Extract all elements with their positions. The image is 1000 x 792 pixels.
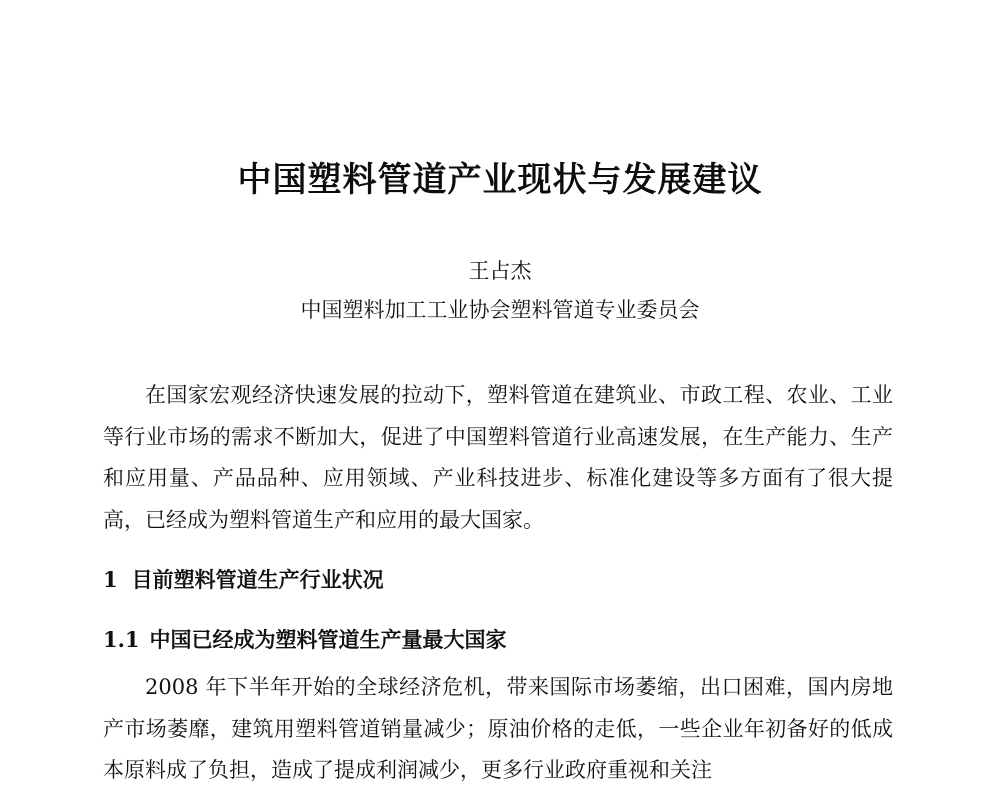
abstract-paragraph: 在国家宏观经济快速发展的拉动下，塑料管道在建筑业、市政工程、农业、工业等行业市场的需求不断加大，促进了中国塑料管道行业高速发展，在生产能力、生产和应用量、产品品种、应用领域、产业科技进步、标准化建设等多方面有了很大提高，已经成为塑料管道生产和应用的最大国家。	[103, 383, 893, 532]
paper-title: 中国塑料管道产业现状与发展建议	[237, 160, 763, 200]
author-affiliation: 中国塑料加工工业协会塑料管道专业委员会	[300, 298, 700, 322]
subsection-number: 1.1	[103, 627, 140, 652]
body-paragraph: 2008 年下半年开始的全球经济危机，带来国际市场萎缩，出口困难，国内房地产市场萎靡，建筑用塑料管道销量减少；原油价格的走低，一些企业年初备好的低成本原料成了负担，造成了提成利润减少，更多行业政府重视和关注	[103, 675, 893, 782]
author-name: 王占杰	[468, 259, 532, 283]
section-number: 1	[103, 567, 118, 592]
subsection-heading-1-1	[103, 625, 507, 655]
section-heading-1	[103, 565, 384, 595]
subsection-title: 中国已经成为塑料管道生产量最大国家	[149, 627, 507, 652]
section-title: 目前塑料管道生产行业状况	[131, 567, 384, 592]
